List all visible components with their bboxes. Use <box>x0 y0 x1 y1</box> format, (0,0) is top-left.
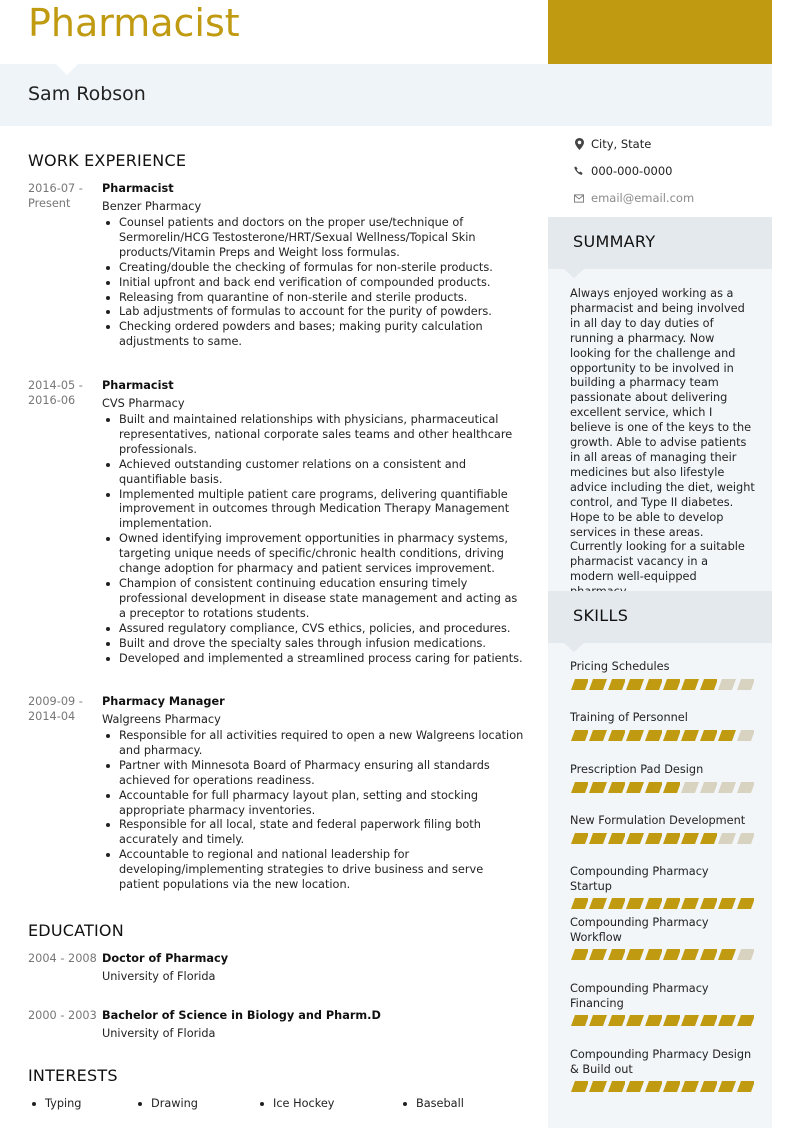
skill-rating-segment <box>607 782 625 793</box>
phone-text: 000-000-0000 <box>591 164 673 178</box>
job-bullet: Implemented multiple patient care programs, delivering quantifiable improvement in outcomes through Medication Therapy Management implementation. <box>102 488 526 533</box>
skill-rating-segment <box>588 898 606 909</box>
skill-rating-segment <box>570 949 588 960</box>
job-date: 2014-05 - 2016-06 <box>28 379 83 407</box>
skill-rating-segment <box>736 949 754 960</box>
skill-rating-segment <box>680 898 698 909</box>
skill-rating-segment <box>736 1081 754 1092</box>
skill-rating-segment <box>570 1081 588 1092</box>
skill-rating-segment <box>644 1015 662 1026</box>
skill-rating-segment <box>607 833 625 844</box>
skill-name: Compounding Pharmacy Design & Build out <box>570 1048 752 1076</box>
skill-rating-segment <box>699 898 717 909</box>
header-accent-block <box>548 0 772 64</box>
skill-rating-segment <box>588 679 606 690</box>
job-role: Pharmacy Manager <box>102 695 225 708</box>
skill-rating-segment <box>588 949 606 960</box>
skill-rating-segment <box>570 898 588 909</box>
skill-rating-bar <box>570 1015 754 1026</box>
job-date: 2016-07 - Present <box>28 182 83 210</box>
skill-rating-segment <box>699 679 717 690</box>
job-bullet: Built and drove the specialty sales through infusion medications. <box>102 637 526 652</box>
summary-text: Always enjoyed working as a pharmacist and being involved in all day to day duties of running a pharmacy. Now looking for the challenge and opportunity to be involved in building a pharmacy team passionate about delivering excellent service, which I believe is one of the keys to the growth. Able to advise patients in all areas of managing their medicines but also lifestyle advice including the diet, weight control, and Type II diabetes. Hope to be able to develop services in these areas. Currently looking for a suitable pharmacist vacancy in a modern well-equipped <box>570 287 755 584</box>
interests-heading: INTERESTS <box>28 1066 118 1085</box>
skill-rating-segment <box>644 833 662 844</box>
skill-rating-segment <box>662 730 680 741</box>
skill-rating-segment <box>570 730 588 741</box>
job-bullet: Releasing from quarantine of non-sterile and sterile products. <box>102 291 526 306</box>
interests-list <box>28 1097 538 1113</box>
summary-heading: SUMMARY <box>573 232 656 251</box>
job-bullet: Owned identifying improvement opportunities in pharmacy systems, targeting unique needs of specific/chronic health conditions, driving change adoption for pharmacy and patient services improvement. <box>102 532 526 577</box>
skill-rating-bar <box>570 782 754 793</box>
skill-rating-segment <box>680 833 698 844</box>
skill-rating-segment <box>662 782 680 793</box>
skill-rating-segment <box>662 833 680 844</box>
skill-rating-segment <box>699 1081 717 1092</box>
skill-rating-segment <box>680 730 698 741</box>
skill-rating-segment <box>680 1081 698 1092</box>
skill-rating-segment <box>717 949 735 960</box>
skill-name: Prescription Pad Design <box>570 763 704 776</box>
skill-rating-segment <box>717 1015 735 1026</box>
skill-rating-segment <box>736 1015 754 1026</box>
skill-rating-segment <box>570 833 588 844</box>
skill-rating-segment <box>625 1015 643 1026</box>
name-banner-pointer <box>56 64 78 75</box>
skill-name: Compounding Pharmacy Financing <box>570 982 709 1010</box>
skill-rating-segment <box>570 1015 588 1026</box>
skill-name: Pricing Schedules <box>570 660 670 673</box>
skill-rating-segment <box>699 833 717 844</box>
candidate-name: Sam Robson <box>28 83 146 105</box>
skill-rating-bar <box>570 1081 754 1092</box>
skill-rating-segment <box>588 1015 606 1026</box>
skill-rating-segment <box>736 730 754 741</box>
skill-rating-segment <box>570 679 588 690</box>
skill-rating-segment <box>662 898 680 909</box>
skill-item <box>570 916 754 960</box>
skill-rating-segment <box>699 949 717 960</box>
envelope-icon <box>574 192 584 204</box>
skill-rating-bar <box>570 949 754 960</box>
job-company: CVS Pharmacy <box>102 397 185 410</box>
skill-rating-segment <box>625 679 643 690</box>
job-bullets <box>102 729 526 893</box>
skill-rating-segment <box>607 1015 625 1026</box>
email-link[interactable]: email@email.com <box>591 191 695 205</box>
skill-rating-segment <box>662 679 680 690</box>
skill-item <box>570 982 754 1026</box>
skill-rating-segment <box>607 949 625 960</box>
phone-icon <box>574 165 584 177</box>
summary-heading-bar <box>548 217 772 269</box>
job-role: Pharmacist <box>102 182 174 195</box>
skill-item <box>570 865 754 909</box>
job-bullet: Responsible for all activities required to open a new Walgreens location and pharmacy. <box>102 729 526 759</box>
skill-rating-bar <box>570 833 754 844</box>
skill-rating-segment <box>625 1081 643 1092</box>
job-role: Pharmacist <box>102 379 174 392</box>
skill-rating-segment <box>736 833 754 844</box>
education-degree: Bachelor of Science in Biology and Pharm.D <box>102 1009 381 1022</box>
job-bullet: Responsible for all local, state and federal paperwork filing both accurately and timely. <box>102 818 526 848</box>
skill-rating-segment <box>625 730 643 741</box>
skill-rating-segment <box>644 730 662 741</box>
interest-item: Baseball <box>399 1097 464 1110</box>
location-pin-icon <box>574 138 584 150</box>
skill-item <box>570 763 754 793</box>
education-school: University of Florida <box>102 1027 216 1040</box>
skill-rating-segment <box>644 782 662 793</box>
skill-rating-segment <box>607 730 625 741</box>
skill-rating-segment <box>607 1081 625 1092</box>
job-bullets <box>102 413 526 666</box>
job-bullet: Achieved outstanding customer relations on a consistent and quantifiable basis. <box>102 458 526 488</box>
job-bullet: Accountable to regional and national leadership for developing/implementing strategies to drive business and serve patient populations via the new location. <box>102 848 526 893</box>
skill-rating-segment <box>662 949 680 960</box>
skill-item <box>570 711 754 741</box>
interest-item: Typing <box>28 1097 81 1110</box>
skill-rating-segment <box>680 679 698 690</box>
heading-pointer <box>564 269 584 278</box>
education-date: 2004 - 2008 <box>28 952 97 965</box>
job-bullet: Assured regulatory compliance, CVS ethics, policies, and procedures. <box>102 622 526 637</box>
skill-rating-segment <box>607 898 625 909</box>
contact-email[interactable] <box>574 191 694 205</box>
skill-rating-segment <box>588 730 606 741</box>
skill-rating-segment <box>625 949 643 960</box>
job-bullet: Counsel patients and doctors on the proper use/technique of Sermorelin/HCG Testosterone/HRT/Sexual Wellness/Topical Skin products/Vitamin Preps and Weight loss formulas. <box>102 216 526 261</box>
skill-rating-segment <box>625 833 643 844</box>
skill-item <box>570 814 754 844</box>
heading-pointer <box>564 643 584 652</box>
job-bullet: Checking ordered powders and bases; making purity calculation adjustments to same. <box>102 320 526 350</box>
skill-rating-segment <box>644 898 662 909</box>
job-bullet: Built and maintained relationships with physicians, pharmaceutical representatives, national corporate sales teams and other healthcare professionals. <box>102 413 526 458</box>
skill-rating-segment <box>699 730 717 741</box>
interest-item: Drawing <box>134 1097 198 1110</box>
skill-rating-segment <box>717 833 735 844</box>
skill-rating-segment <box>680 782 698 793</box>
education-date: 2000 - 2003 <box>28 1009 97 1022</box>
skill-rating-segment <box>607 679 625 690</box>
skill-rating-segment <box>588 1081 606 1092</box>
job-company: Walgreens Pharmacy <box>102 713 221 726</box>
education-degree: Doctor of Pharmacy <box>102 952 229 965</box>
skill-rating-bar <box>570 898 754 909</box>
skill-item <box>570 1048 754 1092</box>
job-bullet: Creating/double the checking of formulas for non-sterile products. <box>102 261 526 276</box>
skill-name: New Formulation Development <box>570 814 746 827</box>
job-bullet: Developed and implemented a streamlined process caring for patients. <box>102 652 526 667</box>
contact-phone <box>574 164 672 178</box>
work-experience-heading: WORK EXPERIENCE <box>28 151 187 170</box>
skill-rating-segment <box>736 782 754 793</box>
skill-rating-segment <box>717 1081 735 1092</box>
skill-rating-segment <box>717 679 735 690</box>
skill-rating-bar <box>570 679 754 690</box>
skill-rating-segment <box>736 679 754 690</box>
education-school: University of Florida <box>102 970 216 983</box>
skill-rating-segment <box>588 782 606 793</box>
education-heading: EDUCATION <box>28 921 124 940</box>
job-company: Benzer Pharmacy <box>102 200 202 213</box>
job-bullet: Accountable for full pharmacy layout plan, setting and stocking appropriate pharmacy inventories. <box>102 789 526 819</box>
contact-location <box>574 137 651 151</box>
interest-item: Ice Hockey <box>256 1097 334 1110</box>
skill-rating-segment <box>644 949 662 960</box>
skill-rating-segment <box>644 1081 662 1092</box>
skill-rating-segment <box>662 1081 680 1092</box>
job-date: 2009-09 - 2014-04 <box>28 695 83 723</box>
job-bullet: Lab adjustments of formulas to account for the purity of powders. <box>102 305 526 320</box>
skill-rating-segment <box>717 898 735 909</box>
skill-rating-segment <box>736 898 754 909</box>
skill-name: Training of Personnel <box>570 711 688 724</box>
skills-heading-bar <box>548 591 772 643</box>
skill-rating-segment <box>644 679 662 690</box>
skill-rating-segment <box>680 949 698 960</box>
location-text: City, State <box>591 137 652 151</box>
skill-rating-segment <box>570 782 588 793</box>
skill-rating-segment <box>717 782 735 793</box>
skill-item <box>570 660 754 690</box>
skill-rating-segment <box>625 898 643 909</box>
skill-rating-segment <box>662 1015 680 1026</box>
skill-name: Compounding Pharmacy Workflow <box>570 916 709 944</box>
skill-rating-segment <box>680 1015 698 1026</box>
skill-rating-bar <box>570 730 754 741</box>
skill-rating-segment <box>699 782 717 793</box>
job-bullet: Partner with Minnesota Board of Pharmacy ensuring all standards achieved for operations readiness. <box>102 759 526 789</box>
skills-heading: SKILLS <box>573 606 629 625</box>
skill-name: Compounding Pharmacy Startup <box>570 865 709 893</box>
skill-rating-segment <box>588 833 606 844</box>
skill-rating-segment <box>717 730 735 741</box>
job-bullet: Champion of consistent continuing education ensuring timely professional development in disease state management and acting as a preceptor to rotations students. <box>102 577 526 622</box>
skill-rating-segment <box>625 782 643 793</box>
job-bullets <box>102 216 526 350</box>
skill-rating-segment <box>699 1015 717 1026</box>
job-bullet: Initial upfront and back end verification of compounded products. <box>102 276 526 291</box>
contact-panel <box>548 126 772 217</box>
resume-title: Pharmacist <box>28 1 240 45</box>
